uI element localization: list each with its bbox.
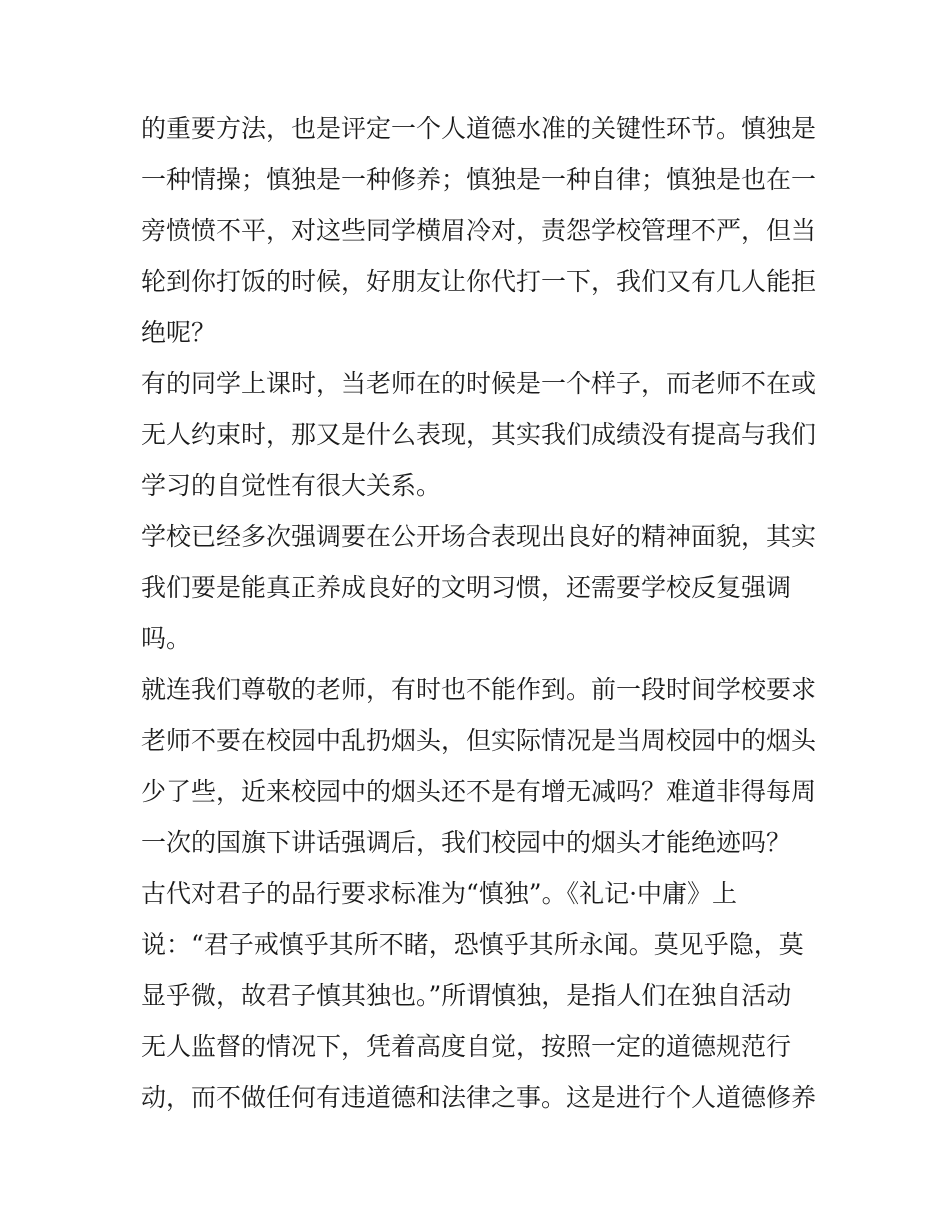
text-line: 少了些，近来校园中的烟头还不是有增无减吗？难道非得每周 (141, 777, 817, 806)
text-line: 一种情操；慎独是一种修养；慎独是一种自律；慎独是也在一 (141, 165, 817, 194)
text-line: 显乎微，故君子慎其独也。”所谓慎独，是指人们在独自活动 (141, 981, 792, 1010)
text-line: 旁愤愤不平，对这些同学横眉冷对，责怨学校管理不严，但当 (141, 216, 817, 245)
text-line: 无人监督的情况下，凭着高度自觉，按照一定的道德规范行 (141, 1032, 792, 1061)
text-line: 的重要方法，也是评定一个人道德水准的关键性环节。慎独是 (141, 114, 817, 143)
text-line: 吗。 (141, 624, 192, 653)
text-line: 有的同学上课时，当老师在的时候是一个样子，而老师不在或 (141, 369, 817, 398)
text-line: 我们要是能真正养成良好的文明习惯，还需要学校反复强调 (141, 573, 792, 602)
text-line: 老师不要在校园中乱扔烟头，但实际情况是当周校园中的烟头 (141, 726, 817, 755)
text-line: 无人约束时，那又是什么表现，其实我们成绩没有提高与我们 (141, 420, 817, 449)
text-line: 动，而不做任何有违道德和法律之事。这是进行个人道德修养 (141, 1083, 817, 1112)
text-line: 学习的自觉性有很大关系。 (141, 471, 442, 500)
text-line: 古代对君子的品行要求标准为“慎独”。《礼记·中庸》上 (141, 879, 738, 908)
text-line: 轮到你打饭的时候，好朋友让你代打一下，我们又有几人能拒 (141, 267, 817, 296)
text-line: 说：“君子戒慎乎其所不睹，恐慎乎其所永闻。莫见乎隐，莫 (141, 930, 804, 959)
body-text (141, 103, 821, 1123)
text-line: 一次的国旗下讲话强调后，我们校园中的烟头才能绝迹吗？ (141, 828, 792, 857)
text-line: 绝呢？ (141, 318, 217, 347)
text-line: 学校已经多次强调要在公开场合表现出良好的精神面貌，其实 (141, 522, 817, 551)
text-line: 就连我们尊敬的老师，有时也不能作到。前一段时间学校要求 (141, 675, 817, 704)
